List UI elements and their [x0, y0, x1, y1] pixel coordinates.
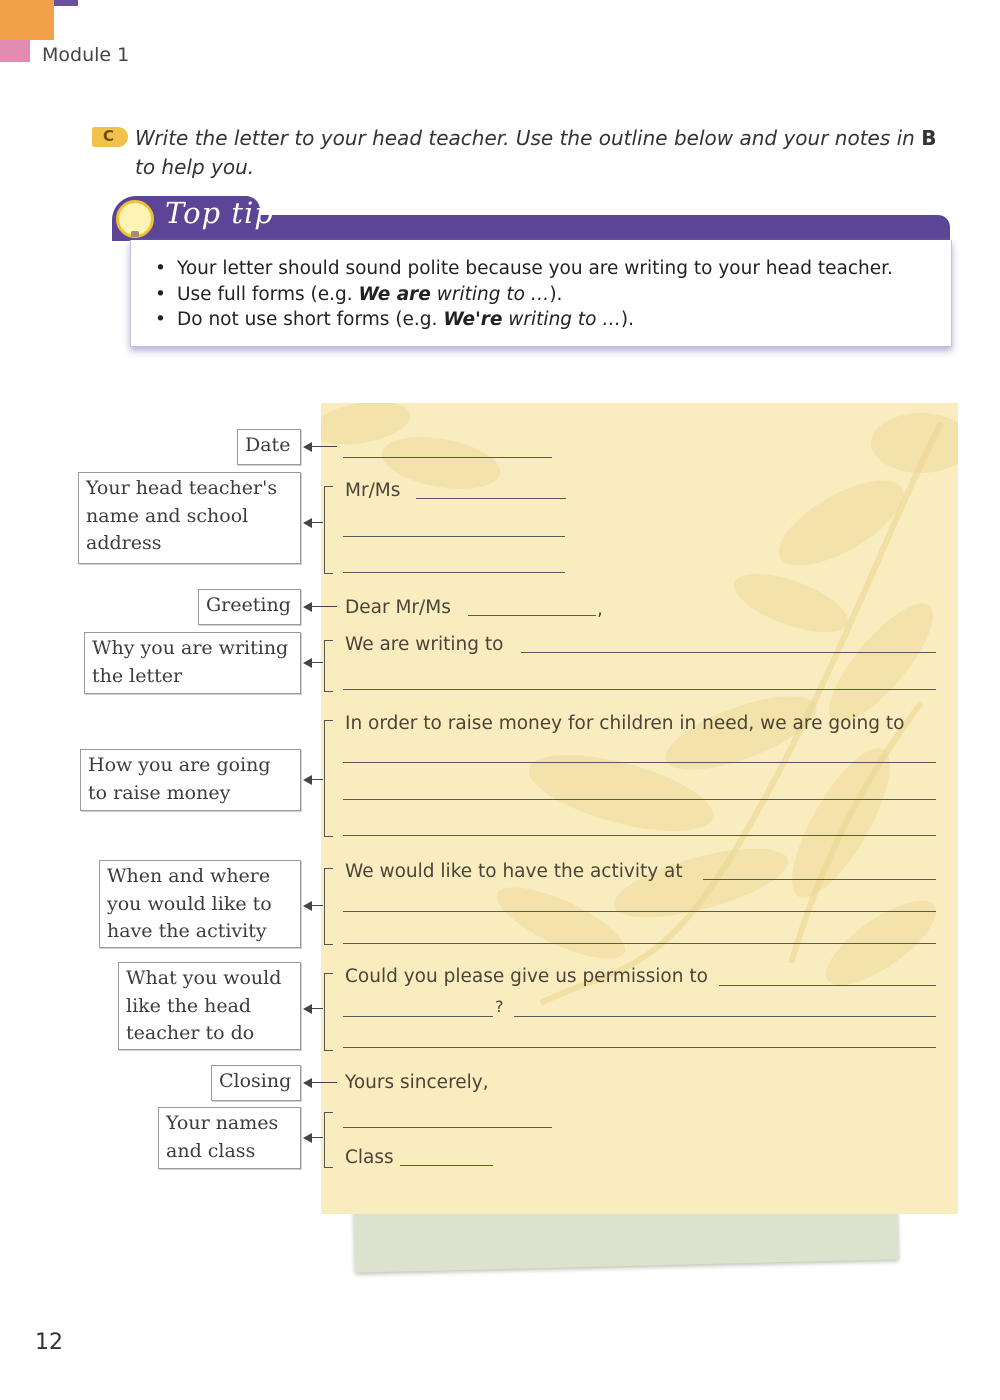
arrow-icon [303, 1133, 323, 1143]
corner-decoration-orange [0, 0, 54, 40]
why-bracket [324, 640, 333, 692]
tip-example-bold: We're [443, 309, 503, 330]
class-line [400, 1165, 493, 1166]
tip-example: writing to … [502, 309, 621, 330]
mr-ms-text: Mr/Ms [345, 480, 401, 501]
writing-line-1 [521, 652, 936, 653]
top-tip-title: Top tip [165, 196, 274, 230]
how-line-1 [343, 762, 936, 763]
question-mark: ? [495, 997, 504, 1016]
instruction-text: Write the letter to your head teacher. Use the outline below and your notes in [135, 126, 922, 150]
arrow-icon [303, 1078, 337, 1088]
what-bracket [324, 973, 333, 1051]
tip-item [153, 256, 893, 282]
what-line-3 [343, 1047, 936, 1048]
corner-decoration-pink [0, 40, 30, 62]
when-line-3 [343, 943, 936, 944]
label-names: Your names and class [158, 1107, 301, 1169]
permission-text: Could you please give us permission to [345, 966, 708, 987]
tip-item [153, 307, 893, 333]
what-line-1 [719, 985, 936, 986]
greeting-name-line [468, 615, 596, 616]
tip-text: Use full forms (e.g. [177, 283, 359, 305]
label-address: Your head teacher's name and school address [78, 472, 301, 564]
how-line-3 [343, 835, 936, 836]
name-line [416, 498, 566, 499]
tip-text: ). [549, 283, 563, 305]
page-number: 12 [35, 1330, 63, 1355]
address-line-2 [343, 572, 565, 573]
arrow-icon [303, 442, 337, 452]
writing-line-2 [343, 689, 936, 690]
module-label: Module 1 [42, 44, 130, 66]
tip-example-bold: We are [358, 283, 431, 305]
tip-example: writing to … [430, 283, 550, 305]
label-what: What you would like the head teacher to do [118, 962, 301, 1050]
arrow-icon [303, 602, 337, 612]
label-how: How you are going to raise money [80, 749, 301, 811]
raise-money-text: In order to raise money for children in need, we are going to [345, 713, 905, 734]
tip-text: ). [620, 309, 634, 330]
when-bracket [324, 868, 333, 945]
dear-text: Dear Mr/Ms [345, 597, 451, 618]
arrow-icon [303, 1004, 323, 1014]
arrow-icon [303, 775, 323, 785]
how-line-2 [343, 799, 936, 800]
task-letter: C [103, 127, 115, 145]
names-line [343, 1127, 552, 1128]
address-bracket [324, 486, 333, 574]
label-date: Date [237, 429, 301, 465]
date-line [343, 457, 552, 458]
instruction-text-end: to help you. [135, 155, 255, 179]
tip-text: Do not use short forms (e.g. [177, 309, 444, 330]
top-tip-list [153, 256, 893, 333]
label-why: Why you are writing the letter [84, 632, 301, 694]
arrow-icon [303, 518, 323, 528]
what-line-2a [343, 1016, 493, 1017]
label-closing: Closing [211, 1065, 301, 1101]
instruction-bold: B [921, 126, 937, 150]
when-line-1 [703, 879, 936, 880]
task-letter-badge [92, 127, 128, 147]
top-tip-box [130, 240, 952, 347]
class-text: Class [345, 1147, 394, 1168]
greeting-comma: , [597, 599, 603, 620]
when-line-2 [343, 911, 936, 912]
writing-text: We are writing to [345, 634, 504, 655]
tip-text: Your letter should sound polite because you are writing to your head teacher. [177, 258, 893, 279]
address-line-1 [343, 536, 565, 537]
activity-text: We would like to have the activity at [345, 861, 683, 882]
closing-text: Yours sincerely, [345, 1072, 489, 1093]
arrow-icon [303, 901, 323, 911]
label-greeting: Greeting [198, 589, 301, 625]
corner-decoration-purple [54, 0, 78, 6]
names-bracket [324, 1112, 333, 1168]
arrow-icon [303, 658, 323, 668]
lightbulb-icon [116, 200, 154, 238]
task-instruction [135, 124, 955, 182]
how-bracket [324, 720, 333, 837]
tip-item [153, 282, 893, 308]
what-line-2b [514, 1016, 936, 1017]
label-when: When and where you would like to have the activity [99, 860, 301, 948]
